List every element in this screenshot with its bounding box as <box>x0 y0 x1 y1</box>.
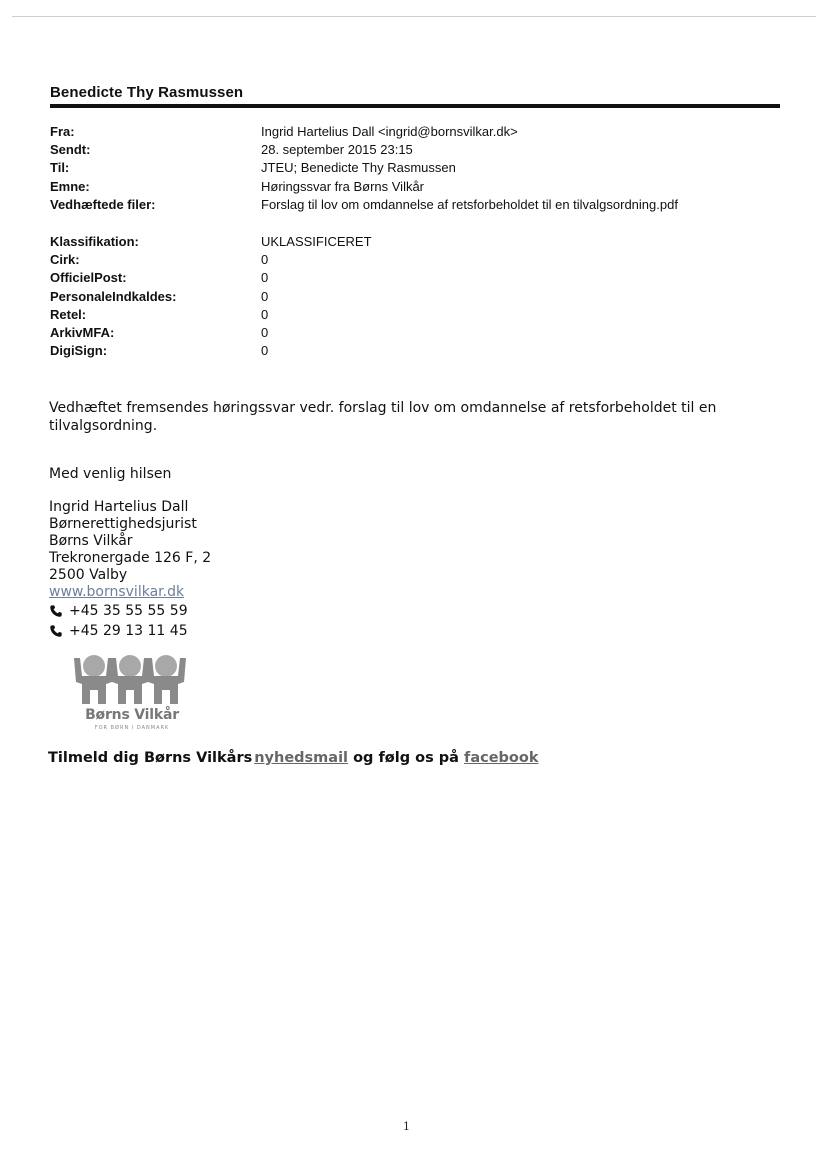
field-label: Klassifikation: <box>50 234 139 249</box>
field-value: 0 <box>261 343 269 359</box>
field-label: ArkivMFA: <box>50 324 115 340</box>
signature-city: 2500 Valby <box>49 567 128 583</box>
attachment-filename[interactable]: Forslag til lov om omdannelse af retsforbeholdet til en tilvalgsordning.pdf <box>261 196 678 212</box>
children-figures-icon <box>72 652 190 708</box>
field-value: UKLASSIFICERET <box>261 234 372 249</box>
email-body: Vedhæftet fremsendes høringssvar vedr. forslag til lov om omdannelse af retsforbeholdet til en tilvalgsordning. <box>49 400 717 434</box>
field-value: 0 <box>261 288 269 304</box>
field-value: Ingrid Hartelius Dall <ingrid@bornsvilkar.dk> <box>261 124 518 139</box>
logo-tagline: FOR BØRN I DANMARK <box>94 725 170 731</box>
signature-title: Børnerettighedsjurist <box>49 516 197 532</box>
newsletter-cta <box>48 750 538 766</box>
page-number: 1 <box>403 1120 410 1133</box>
field-label: Til: <box>50 160 70 176</box>
field-value: JTEU; Benedicte Thy Rasmussen <box>261 160 456 176</box>
phone-row <box>49 601 211 621</box>
signature-street: Trekronergade 126 F, 2 <box>49 550 212 566</box>
signature-name: Ingrid Hartelius Dall <box>49 499 189 515</box>
field-value: Høringssvar fra Børns Vilkår <box>261 178 425 194</box>
facebook-link[interactable]: facebook <box>464 750 539 766</box>
organization-logo <box>72 652 190 736</box>
newsletter-link[interactable]: nyhedsmail <box>254 750 349 766</box>
signature <box>49 499 211 641</box>
logo-wordmark: Børns Vilkår <box>85 707 179 723</box>
field-value: 28. september 2015 23:15 <box>261 142 413 158</box>
field-value: 0 <box>261 306 269 322</box>
field-label: Vedhæftede filer: <box>50 196 156 212</box>
field-label: PersonaleIndkaldes: <box>50 288 177 304</box>
field-label: OfficielPost: <box>50 270 127 286</box>
field-label: Sendt: <box>50 142 91 158</box>
field-value: 0 <box>261 324 269 340</box>
phone-number[interactable]: +45 35 55 55 59 <box>69 602 188 619</box>
page-top-rule <box>12 16 816 17</box>
field-label: Cirk: <box>50 252 80 268</box>
field-value: 0 <box>261 252 269 268</box>
field-value: 0 <box>261 270 269 286</box>
greeting: Med venlig hilsen <box>49 466 172 482</box>
signature-organization: Børns Vilkår <box>49 533 133 549</box>
field-label: Fra: <box>50 124 75 139</box>
page-title: Benedicte Thy Rasmussen <box>50 84 244 101</box>
phone-icon <box>49 624 63 638</box>
cta-text: Tilmeld dig Børns Vilkårs <box>48 750 253 766</box>
field-label: Emne: <box>50 178 90 194</box>
field-label: DigiSign: <box>50 343 108 359</box>
phone-row <box>49 621 211 641</box>
website-link[interactable]: www.bornsvilkar.dk <box>49 584 185 600</box>
field-label: Retel: <box>50 306 87 322</box>
phone-number[interactable]: +45 29 13 11 45 <box>69 622 188 639</box>
cta-text: og følg os på <box>353 750 459 766</box>
phone-icon <box>49 604 63 618</box>
title-divider <box>50 104 780 108</box>
